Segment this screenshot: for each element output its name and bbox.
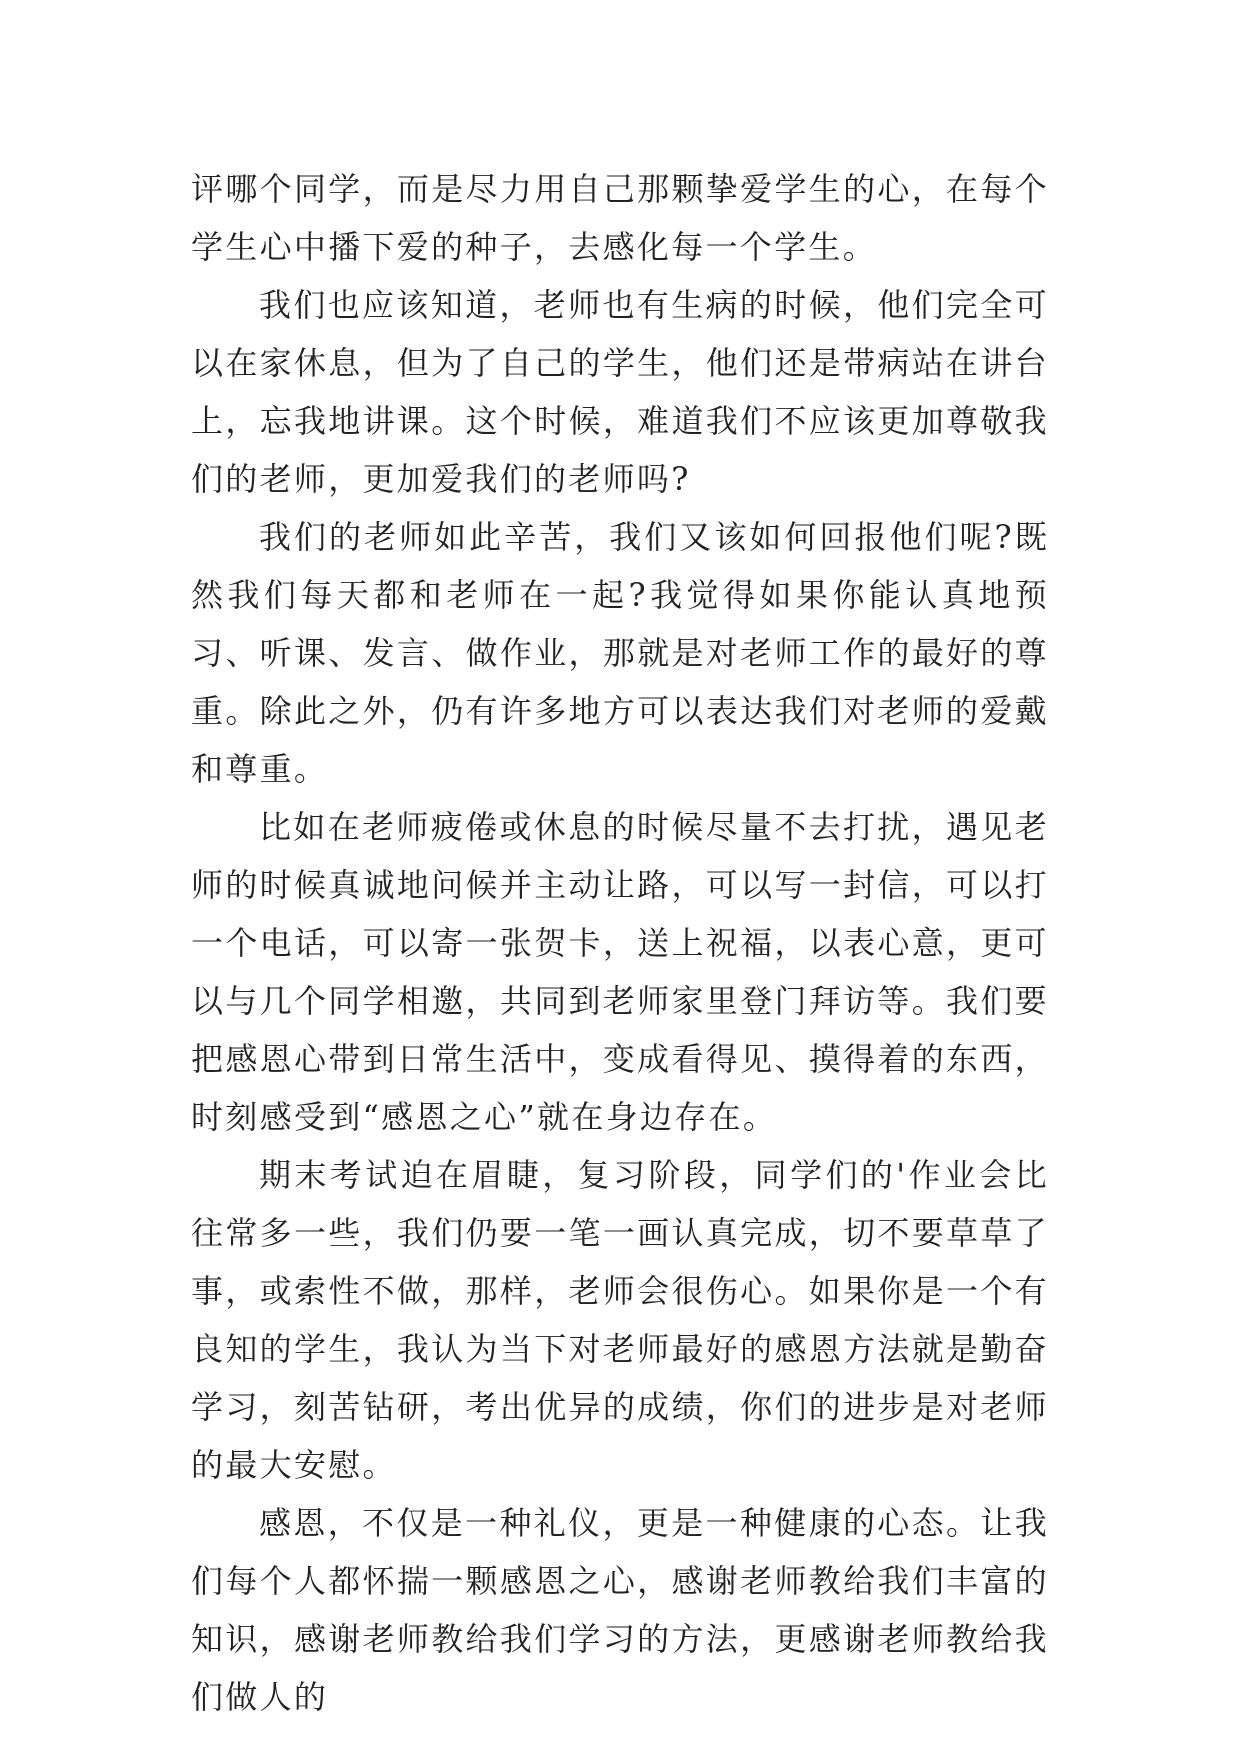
paragraph-3: 我们的老师如此辛苦，我们又该如何回报他们呢?既然我们每天都和老师在一起?我觉得如果你能认真地预习、听课、发言、做作业，那就是对老师工作的最好的尊重。除此之外，仍有许多地方可以表达我们对老师的爱戴和尊重。: [191, 518, 1049, 788]
paragraph-5: 期末考试迫在眉睫，复习阶段，同学们的'作业会比往常多一些，我们仍要一笔一画认真完成，切不要草草了事，或索性不做，那样，老师会很伤心。如果你是一个有良知的学生，我认为当下对老师最好的感恩方法就是勤奋学习，刻苦钻研，考出优异的成绩，你们的进步是对老师的最大安慰。: [191, 1156, 1049, 1484]
paragraph-4: 比如在老师疲倦或休息的时候尽量不去打扰，遇见老师的时候真诚地问候并主动让路，可以写一封信，可以打一个电话，可以寄一张贺卡，送上祝福，以表心意，更可以与几个同学相邀，共同到老师家里登门拜访等。我们要把感恩心带到日常生活中，变成看得见、摸得着的东西，时刻感受到“感恩之心”就在身边存在。: [191, 808, 1049, 1136]
paragraph-2: 我们也应该知道，老师也有生病的时候，他们完全可以在家休息，但为了自己的学生，他们还是带病站在讲台上，忘我地讲课。这个时候，难道我们不应该更加尊敬我们的老师，更加爱我们的老师吗?: [191, 286, 1049, 498]
paragraph-1: 评哪个同学，而是尽力用自己那颗挚爱学生的心，在每个学生心中播下爱的种子，去感化每一个学生。: [191, 170, 1049, 266]
body-text: [191, 160, 1049, 1726]
paragraph-6: 感恩，不仅是一种礼仪，更是一种健康的心态。让我们每个人都怀揣一颗感恩之心，感谢老师教给我们丰富的知识，感谢老师教给我们学习的方法，更感谢老师教给我们做人的: [191, 1504, 1049, 1716]
